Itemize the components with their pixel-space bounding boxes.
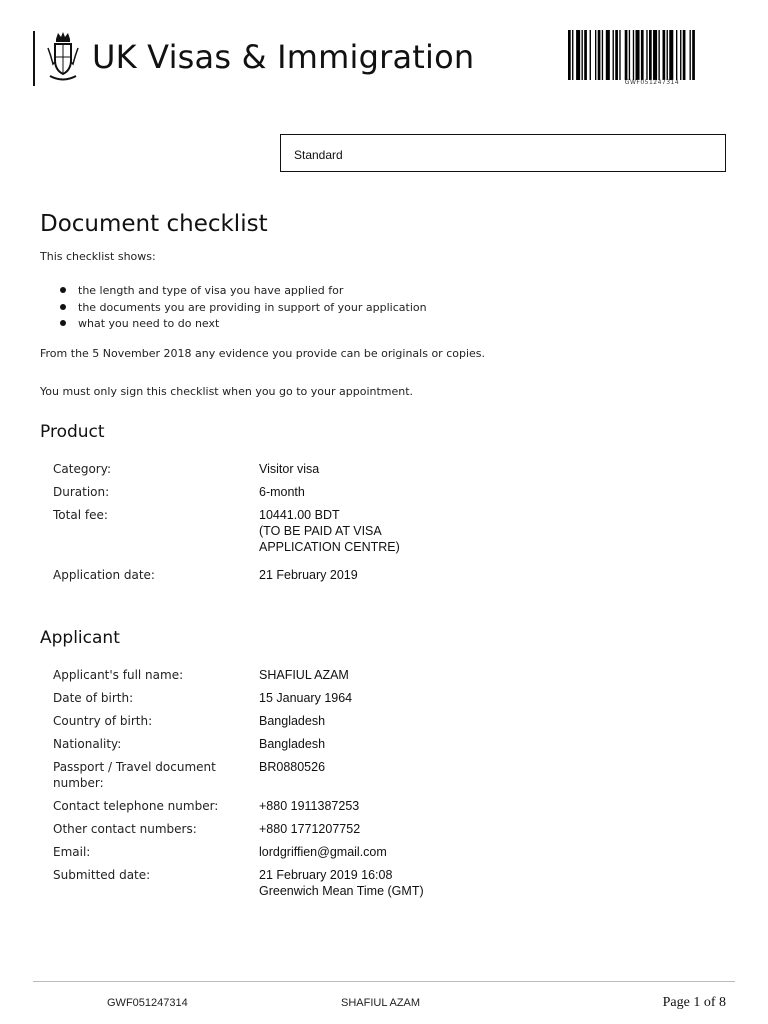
barcode-bar (584, 30, 587, 80)
barcode (568, 30, 736, 80)
barcode-bar (669, 30, 673, 80)
applicant-country-of-birth-label: Country of birth: (53, 714, 153, 728)
product-duration-value: 6-month (259, 485, 305, 499)
applicant-submitted-date-value: 21 February 2019 16:08 Greenwich Mean Time (GMT) (259, 868, 424, 898)
applicant-dob-value: 15 January 1964 (259, 691, 353, 705)
barcode-bar (576, 30, 580, 80)
applicant-other-contact-value: +880 1771207752 (259, 822, 361, 836)
product-fee-label: Total fee: (53, 508, 108, 522)
applicant-other-contact-label: Other contact numbers: (53, 822, 197, 836)
page-number: Page 1 of 8 (662, 995, 726, 1010)
barcode-bar (590, 30, 591, 80)
barcode-bar (649, 30, 652, 80)
product-duration-label: Duration: (53, 485, 110, 499)
footer-applicant-name: SHAFIUL AZAM (341, 997, 421, 1009)
evidence-note: From the 5 November 2018 any evidence you provide can be originals or copies. (40, 347, 486, 360)
applicant-email-label: Email: (53, 845, 91, 859)
barcode-bar (646, 30, 647, 80)
brand-title: UK Visas & Immigration (92, 38, 475, 76)
barcode-bar (629, 30, 630, 80)
barcode-bar (595, 30, 596, 80)
product-application-date-value: 21 February 2019 (259, 568, 358, 582)
intro-lead: This checklist shows: (40, 250, 156, 263)
product-category-value: Visitor visa (259, 462, 320, 476)
barcode-bar (676, 30, 677, 80)
barcode-bar (683, 30, 686, 80)
barcode-bar (663, 30, 666, 80)
barcode-bar (692, 30, 695, 80)
barcode-bar (625, 30, 628, 80)
applicant-passport-value: BR0880526 (259, 760, 326, 774)
applicant-phone-label: Contact telephone number: (53, 799, 219, 813)
barcode-bar (613, 30, 614, 80)
applicant-country-of-birth-value: Bangladesh (259, 714, 326, 728)
applicant-passport-label: Passport / Travel document number: (53, 760, 216, 790)
barcode-bar (633, 30, 634, 80)
footer-divider (33, 981, 735, 982)
applicant-email-value: lordgriffien@gmail.com (259, 845, 387, 859)
barcode-bar (606, 30, 610, 80)
brand-divider (33, 31, 35, 86)
applicant-phone-value: +880 1911387253 (259, 799, 360, 813)
barcode-bar (619, 30, 620, 80)
product-fee-value: 10441.00 BDT (TO BE PAID AT VISA APPLICATION CENTRE) (259, 508, 400, 554)
applicant-nationality-label: Nationality: (53, 737, 122, 751)
barcode-bar (615, 30, 618, 80)
applicant-heading: Applicant (40, 628, 120, 648)
visa-type-box (280, 134, 726, 172)
barcode-number: GWF051247314 (624, 79, 680, 86)
product-category-label: Category: (53, 462, 111, 476)
product-heading: Product (40, 422, 105, 442)
applicant-name-value: SHAFIUL AZAM (259, 668, 349, 682)
barcode-bar (636, 30, 640, 80)
applicant-dob-label: Date of birth: (53, 691, 134, 705)
barcode-bar (568, 30, 571, 80)
list-item: what you need to do next (58, 317, 427, 334)
list-item: the length and type of visa you have applied for (58, 284, 427, 301)
barcode-bar (680, 30, 681, 80)
barcode-bar (653, 30, 657, 80)
applicant-name-label: Applicant's full name: (53, 668, 184, 682)
applicant-nationality-value: Bangladesh (259, 737, 326, 751)
barcode-bar (667, 30, 668, 80)
list-item: the documents you are providing in support of your application (58, 301, 427, 318)
barcode-bar (690, 30, 691, 80)
barcode-bar (598, 30, 601, 80)
applicant-submitted-date-label: Submitted date: (53, 868, 151, 882)
footer-reference: GWF051247314 (107, 997, 188, 1009)
barcode-bar (582, 30, 583, 80)
page-title: Document checklist (40, 211, 268, 237)
barcode-bar (658, 30, 659, 80)
barcode-bar (602, 30, 603, 80)
royal-coat-of-arms-icon (46, 30, 80, 85)
signature-note: You must only sign this checklist when you go to your appointment. (40, 385, 414, 398)
barcode-bar (572, 30, 573, 80)
visa-type-label: Standard (294, 148, 343, 162)
barcode-bar (641, 30, 644, 80)
product-application-date-label: Application date: (53, 568, 155, 582)
checklist-bullets (58, 284, 427, 334)
